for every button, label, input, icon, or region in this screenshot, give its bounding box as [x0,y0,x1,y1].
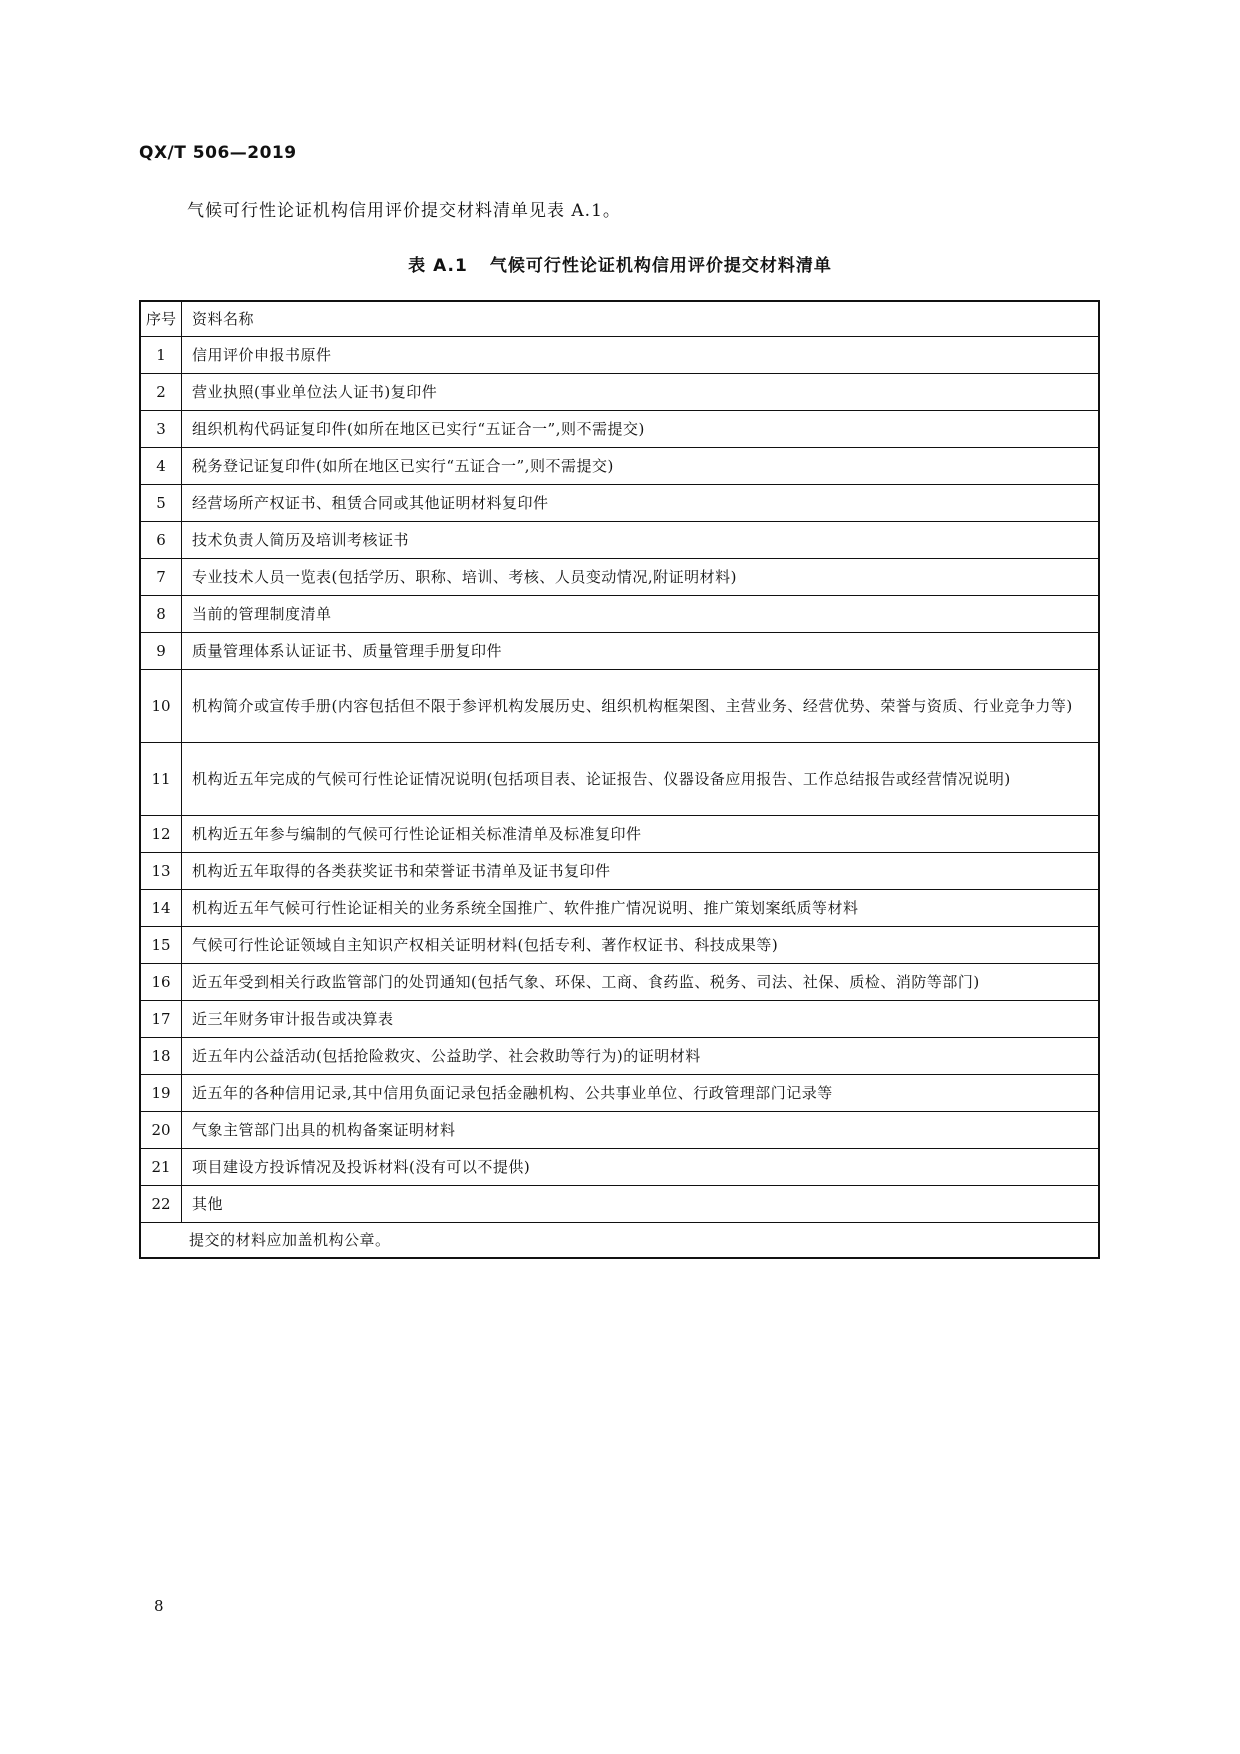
row-material-name: 税务登记证复印件(如所在地区已实行“五证合一”,则不需提交) [182,448,1100,485]
table-row [140,448,1099,485]
row-number: 14 [140,890,182,927]
table-caption [0,251,1240,276]
row-material-name: 近五年受到相关行政监管部门的处罚通知(包括气象、环保、工商、食药监、税务、司法、社保、质检、消防等部门) [182,964,1100,1001]
row-material-name: 机构近五年参与编制的气候可行性论证相关标准清单及标准复印件 [182,816,1100,853]
row-number: 12 [140,816,182,853]
row-material-name: 组织机构代码证复印件(如所在地区已实行“五证合一”,则不需提交) [182,411,1100,448]
row-number: 7 [140,559,182,596]
row-number: 13 [140,853,182,890]
row-number: 22 [140,1186,182,1223]
table-row [140,596,1099,633]
row-material-name: 质量管理体系认证证书、质量管理手册复印件 [182,633,1100,670]
table-row [140,374,1099,411]
table-caption-title: 气候可行性论证机构信用评价提交材料清单 [489,256,832,276]
row-material-name: 其他 [182,1186,1100,1223]
row-material-name: 气象主管部门出具的机构备案证明材料 [182,1112,1100,1149]
table-row [140,1075,1099,1112]
row-number: 3 [140,411,182,448]
row-material-name: 近五年内公益活动(包括抢险救灾、公益助学、社会救助等行为)的证明材料 [182,1038,1100,1075]
table-row [140,670,1099,743]
table-row [140,411,1099,448]
row-material-name: 气候可行性论证领域自主知识产权相关证明材料(包括专利、著作权证书、科技成果等) [182,927,1100,964]
row-number: 9 [140,633,182,670]
table-row [140,337,1099,374]
page-number: 8 [154,1597,164,1615]
row-number: 18 [140,1038,182,1075]
row-material-name: 近三年财务审计报告或决算表 [182,1001,1100,1038]
table-row [140,1112,1099,1149]
table-body [140,337,1099,1223]
row-material-name: 机构近五年完成的气候可行性论证情况说明(包括项目表、论证报告、仪器设备应用报告、工作总结报告或经营情况说明) [182,743,1100,816]
row-material-name: 近五年的各种信用记录,其中信用负面记录包括金融机构、公共事业单位、行政管理部门记录等 [182,1075,1100,1112]
row-number: 11 [140,743,182,816]
table-row [140,485,1099,522]
table-note-row [140,1223,1099,1259]
row-number: 5 [140,485,182,522]
table-row [140,559,1099,596]
row-number: 6 [140,522,182,559]
intro-paragraph: 气候可行性论证机构信用评价提交材料清单见表 A.1。 [187,201,621,221]
table-row [140,1001,1099,1038]
row-number: 10 [140,670,182,743]
row-material-name: 当前的管理制度清单 [182,596,1100,633]
row-material-name: 经营场所产权证书、租赁合同或其他证明材料复印件 [182,485,1100,522]
column-header-number: 序号 [140,301,182,337]
table-row [140,890,1099,927]
row-number: 8 [140,596,182,633]
table-row [140,743,1099,816]
row-number: 21 [140,1149,182,1186]
table-header-row [140,301,1099,337]
row-material-name: 机构近五年取得的各类获奖证书和荣誉证书清单及证书复印件 [182,853,1100,890]
row-material-name: 信用评价申报书原件 [182,337,1100,374]
materials-table [139,300,1100,1259]
table-row [140,1038,1099,1075]
row-number: 1 [140,337,182,374]
standard-code: QX/T 506—2019 [139,143,297,163]
table-row [140,927,1099,964]
row-number: 2 [140,374,182,411]
row-number: 4 [140,448,182,485]
table-note: 提交的材料应加盖机构公章。 [140,1223,1099,1259]
table-row [140,633,1099,670]
row-material-name: 专业技术人员一览表(包括学历、职称、培训、考核、人员变动情况,附证明材料) [182,559,1100,596]
table-row [140,1186,1099,1223]
table-row [140,853,1099,890]
table-caption-number: 表 A.1 [408,256,468,276]
table-row [140,522,1099,559]
row-material-name: 营业执照(事业单位法人证书)复印件 [182,374,1100,411]
table-row [140,964,1099,1001]
row-material-name: 机构简介或宣传手册(内容包括但不限于参评机构发展历史、组织机构框架图、主营业务、经营优势、荣誉与资质、行业竞争力等) [182,670,1100,743]
row-number: 19 [140,1075,182,1112]
row-material-name: 机构近五年气候可行性论证相关的业务系统全国推广、软件推广情况说明、推广策划案纸质等材料 [182,890,1100,927]
row-material-name: 技术负责人简历及培训考核证书 [182,522,1100,559]
row-number: 20 [140,1112,182,1149]
table-row [140,816,1099,853]
table-row [140,1149,1099,1186]
column-header-name: 资料名称 [182,301,1100,337]
row-number: 15 [140,927,182,964]
row-number: 16 [140,964,182,1001]
row-material-name: 项目建设方投诉情况及投诉材料(没有可以不提供) [182,1149,1100,1186]
row-number: 17 [140,1001,182,1038]
